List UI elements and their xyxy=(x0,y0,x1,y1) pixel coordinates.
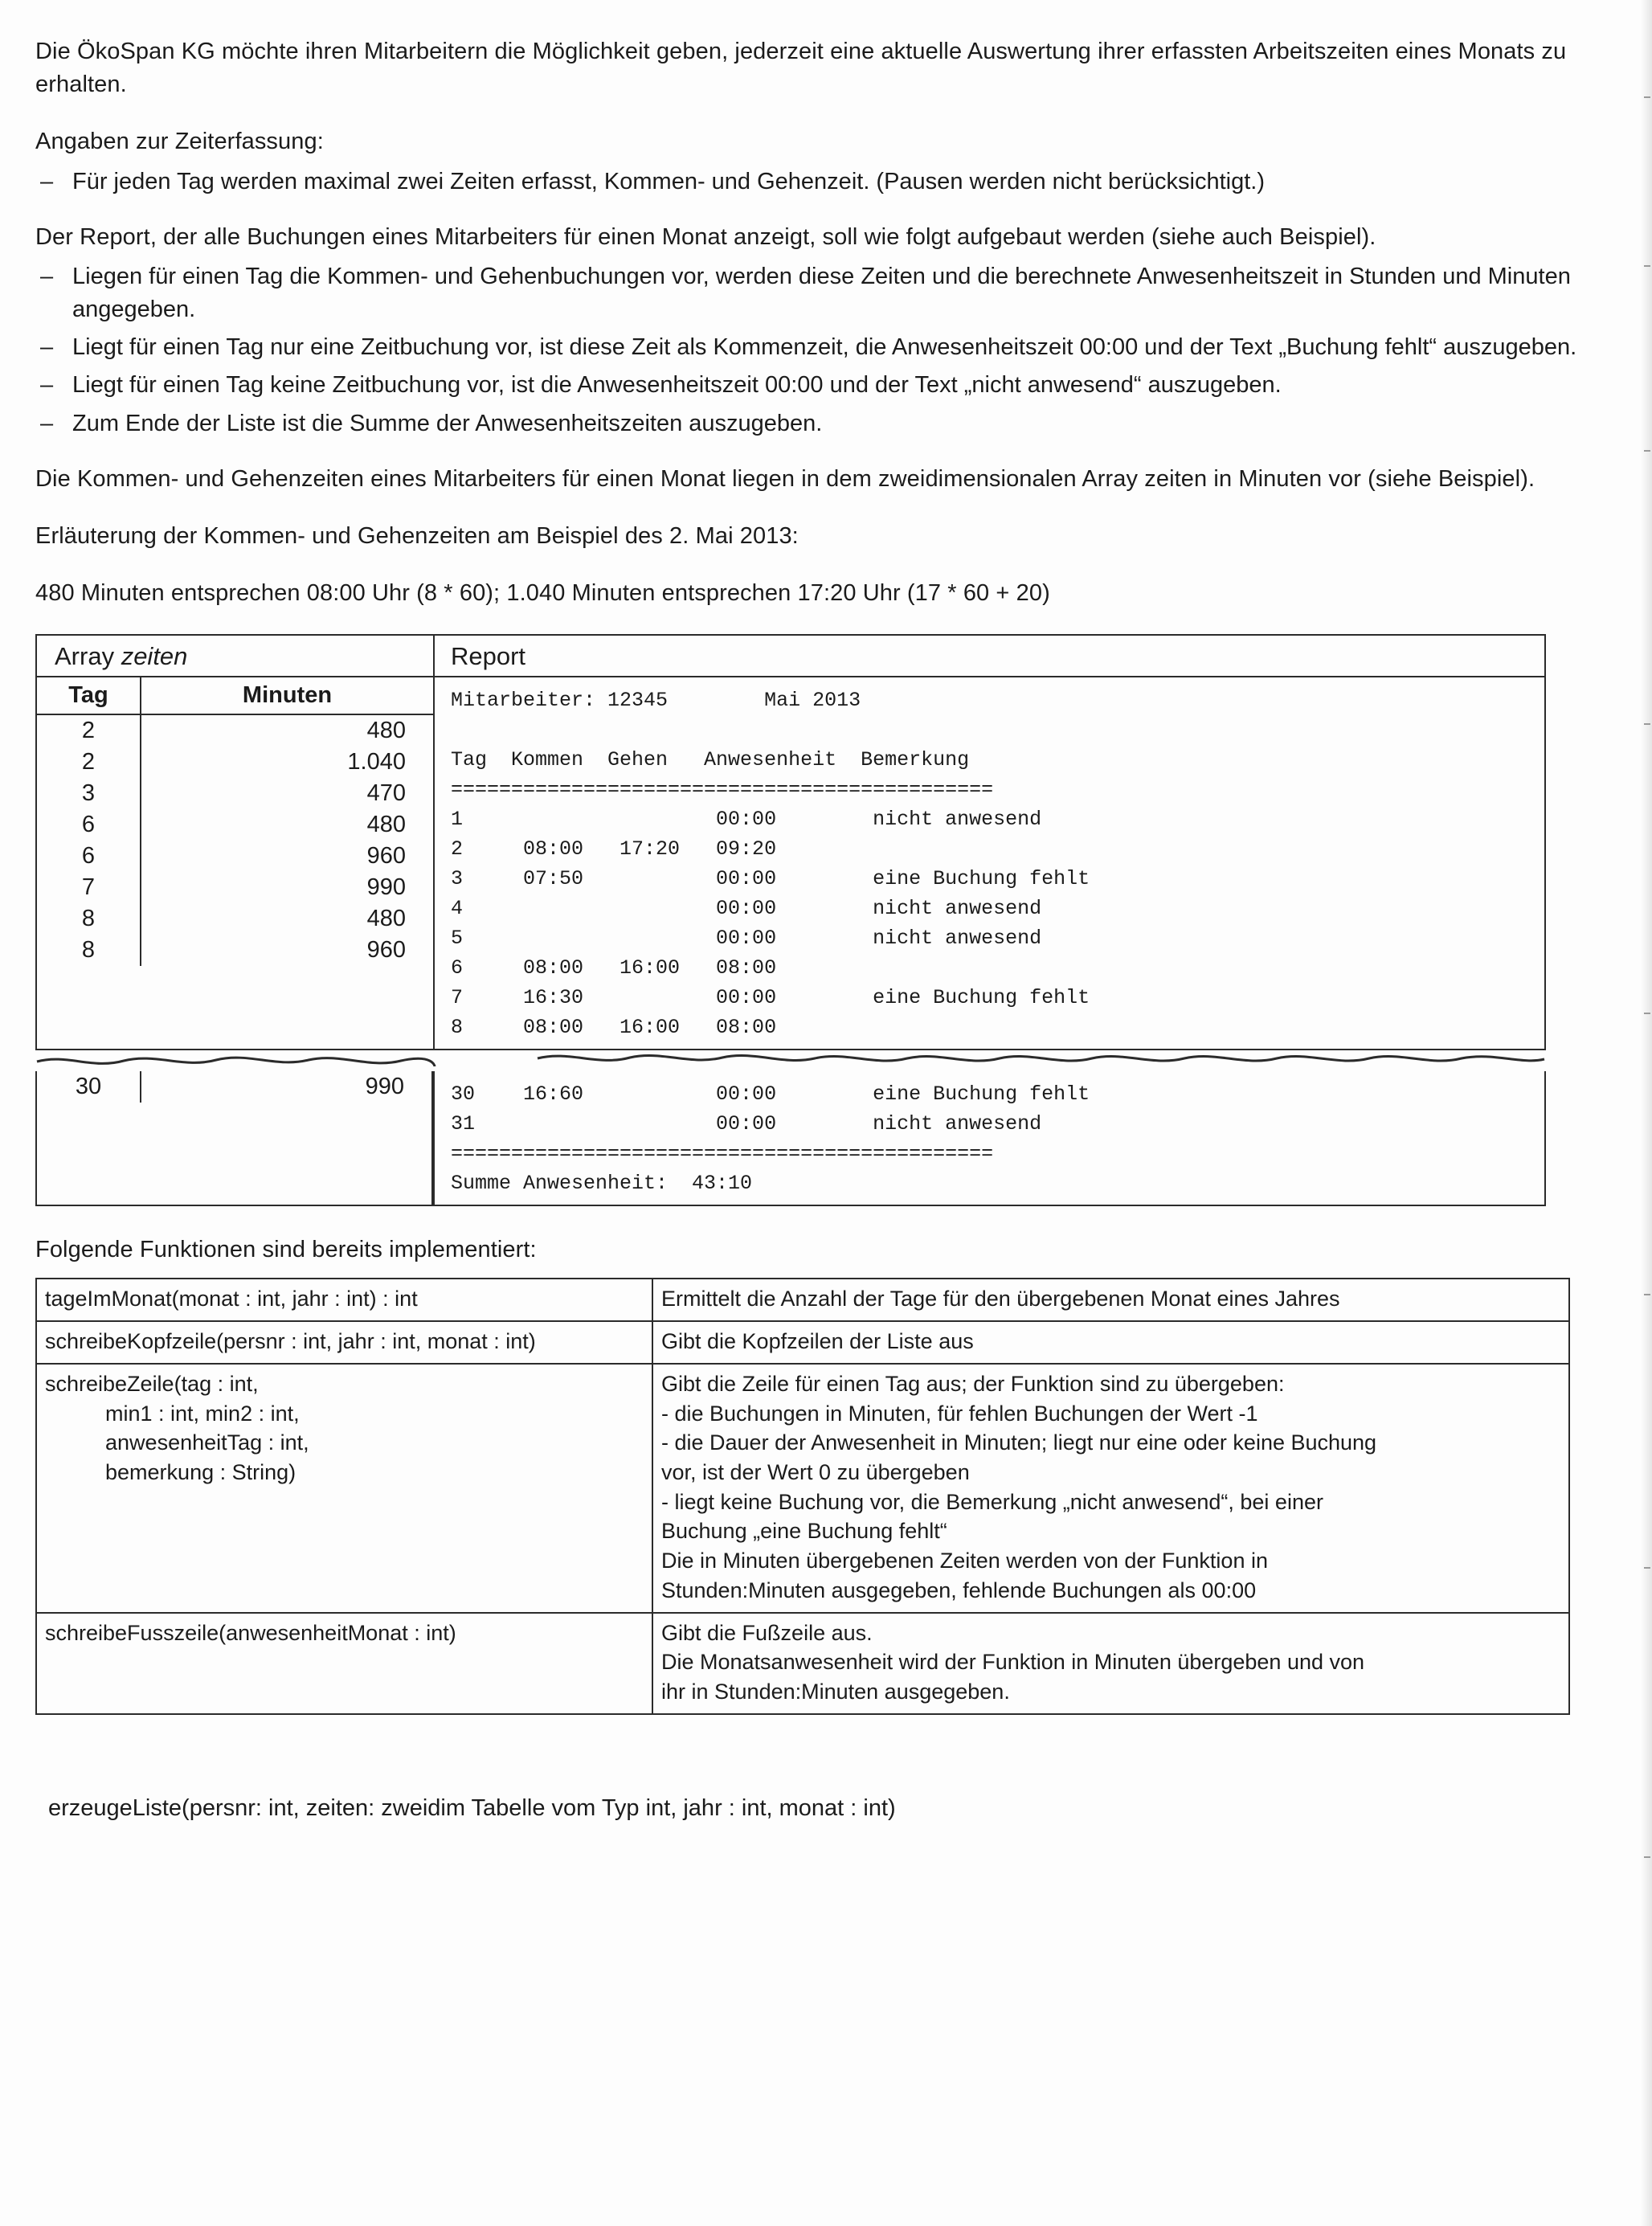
table-row xyxy=(36,1321,1569,1364)
zeiterfassung-heading: Angaben zur Zeiterfassung: xyxy=(35,129,324,155)
footer-signature: erzeugeListe(persnr: int, zeiten: zweidim Tabelle vom Typ int, jahr : int, monat : int) xyxy=(48,1794,896,1821)
cell-tag: 2 xyxy=(37,747,141,778)
report-separator-bottom: ============================================= xyxy=(451,1142,994,1166)
report-body-bottom xyxy=(435,1071,1544,1205)
cell-tag: 2 xyxy=(37,715,141,747)
dash-icon: – xyxy=(40,372,54,399)
report-separator: ============================================= xyxy=(451,778,994,802)
function-signature-cell xyxy=(36,1613,652,1714)
functions-table xyxy=(35,1278,1570,1714)
signature-line: min1 : int, min2 : int, xyxy=(45,1401,300,1426)
table-row xyxy=(37,809,433,841)
function-description-cell xyxy=(652,1364,1569,1613)
table-row xyxy=(37,872,433,903)
list-item xyxy=(35,166,1589,198)
report-body-top xyxy=(435,677,1544,1049)
cell-minuten: 990 xyxy=(366,874,406,901)
function-description-cell xyxy=(652,1613,1569,1714)
signature-line: schreibeZeile(tag : int, xyxy=(45,1371,259,1396)
bullet-text: Liegen für einen Tag die Kommen- und Gehenbuchungen vor, werden diese Zeiten und die berechnete Anwesenheitszeit in Stunden und Minuten angegeben. xyxy=(72,263,1571,323)
array-caption-italic: zeiten xyxy=(121,642,188,671)
description-line: Die in Minuten übergebenen Zeiten werden von der Funktion in xyxy=(661,1549,1268,1573)
cell-tag: 6 xyxy=(37,841,141,872)
cell-minuten: 1.040 xyxy=(347,749,406,775)
report-intro-paragraph: Der Report, der alle Buchungen eines Mitarbeiters für einen Monat anzeigt, soll wie folgt aufgebaut werden (siehe auch Beispiel). xyxy=(35,223,1376,250)
report-row: 6 08:00 16:00 08:00 xyxy=(451,956,777,980)
report-row: 31 00:00 nicht anwesend xyxy=(451,1112,1042,1136)
report-blank-line xyxy=(451,715,1544,745)
description-line: - die Dauer der Anwesenheit in Minuten; liegt nur eine oder keine Buchung xyxy=(661,1430,1377,1455)
description-line: - liegt keine Buchung vor, die Bemerkung „nicht anwesend“, bei einer xyxy=(661,1489,1323,1514)
cell-tag: 6 xyxy=(37,809,141,841)
dash-icon: – xyxy=(40,168,54,194)
example-bottom-section xyxy=(35,1071,1546,1206)
cell-minuten: 960 xyxy=(366,937,406,964)
erlaeuterung-heading: Erläuterung der Kommen- und Gehenzeiten am Beispiel des 2. Mai 2013: xyxy=(35,522,799,549)
report-row: 3 07:50 00:00 eine Buchung fehlt xyxy=(451,867,1090,891)
table-row xyxy=(37,1071,431,1103)
signature-line: tageImMonat(monat : int, jahr : int) : int xyxy=(45,1287,418,1311)
description-line: Stunden:Minuten ausgegeben, fehlende Buchungen als 00:00 xyxy=(661,1577,1257,1602)
example-top-section xyxy=(35,634,1546,1050)
dash-icon: – xyxy=(40,410,54,436)
table-row xyxy=(37,715,433,747)
table-row xyxy=(36,1613,1569,1714)
cell-tag: 30 xyxy=(37,1071,141,1103)
example-block xyxy=(35,634,1589,1206)
array-caption-prefix: Array xyxy=(55,642,121,671)
cell-tag: 8 xyxy=(37,935,141,966)
column-header-minuten: Minuten xyxy=(242,682,333,709)
report-bullet-list xyxy=(35,260,1589,440)
list-item xyxy=(35,260,1589,326)
cell-tag: 3 xyxy=(37,778,141,809)
function-description-cell xyxy=(652,1321,1569,1364)
scan-edge-artifact xyxy=(1641,0,1652,2226)
array-intro-paragraph: Die Kommen- und Gehenzeiten eines Mitarbeiters für einen Monat liegen in dem zweidimensionalen Array zeiten in Minuten vor (siehe Beispiel). xyxy=(35,465,1535,492)
signature-line: schreibeFusszeile(anwesenheitMonat : int) xyxy=(45,1620,456,1645)
cell-minuten: 990 xyxy=(365,1074,404,1100)
intro-paragraph: Die ÖkoSpan KG möchte ihren Mitarbeitern die Möglichkeit geben, jederzeit eine aktuelle Auswertung ihrer erfassten Arbeitszeiten eines Monats zu erhalten. xyxy=(35,39,1567,98)
table-row xyxy=(37,778,433,809)
list-item xyxy=(35,331,1589,364)
function-description-cell xyxy=(652,1279,1569,1321)
report-row: 30 16:60 00:00 eine Buchung fehlt xyxy=(451,1082,1090,1107)
zeiterfassung-bullet-list xyxy=(35,166,1589,198)
cell-minuten: 470 xyxy=(366,780,406,807)
cell-minuten: 960 xyxy=(366,843,406,870)
report-row: 5 00:00 nicht anwesend xyxy=(451,927,1042,951)
signature-line: schreibeKopfzeile(persnr : int, jahr : int, monat : int) xyxy=(45,1329,536,1354)
report-row: 4 00:00 nicht anwesend xyxy=(451,897,1042,921)
signature-line: bemerkung : String) xyxy=(45,1460,296,1484)
list-item xyxy=(35,407,1589,440)
function-signature-cell xyxy=(36,1279,652,1321)
table-row xyxy=(36,1279,1569,1321)
report-panel xyxy=(435,636,1544,1049)
report-row: 1 00:00 nicht anwesend xyxy=(451,808,1042,832)
dash-icon: – xyxy=(40,334,54,361)
description-line: Ermittelt die Anzahl der Tage für den übergebenen Monat eines Jahres xyxy=(661,1287,1340,1311)
description-line: - die Buchungen in Minuten, für fehlen Buchungen der Wert -1 xyxy=(661,1401,1258,1426)
signature-line: anwesenheitTag : int, xyxy=(45,1430,309,1455)
report-sum-line: Summe Anwesenheit: 43:10 xyxy=(451,1172,753,1196)
bullet-text: Zum Ende der Liste ist die Summe der Anwesenheitszeiten auszugeben. xyxy=(72,410,823,436)
report-panel-continued xyxy=(433,1071,1546,1206)
description-line: Gibt die Zeile für einen Tag aus; der Funktion sind zu übergeben: xyxy=(661,1371,1285,1396)
erlaeuterung-text: 480 Minuten entsprechen 08:00 Uhr (8 * 60); 1.040 Minuten entsprechen 17:20 Uhr (17 * 60 + 20) xyxy=(35,580,1050,607)
funktionen-heading: Folgende Funktionen sind bereits implementiert: xyxy=(35,1237,537,1263)
report-row: 8 08:00 16:00 08:00 xyxy=(451,1016,777,1040)
report-row: 2 08:00 17:20 09:20 xyxy=(451,837,777,861)
torn-edge-divider xyxy=(35,1050,1546,1071)
function-signature-cell xyxy=(36,1364,652,1613)
bullet-text: Liegt für einen Tag keine Zeitbuchung vor, ist die Anwesenheitszeit 00:00 und der Text „nicht anwesend“ auszugeben. xyxy=(72,372,1282,399)
report-header-line: Mitarbeiter: 12345 Mai 2013 xyxy=(451,689,861,713)
description-line: Buchung „eine Buchung fehlt“ xyxy=(661,1519,947,1544)
table-row xyxy=(37,747,433,778)
description-line: Die Monatsanwesenheit wird der Funktion in Minuten übergeben und von xyxy=(661,1650,1365,1675)
array-table xyxy=(37,636,435,1049)
table-row xyxy=(37,935,433,966)
column-header-tag: Tag xyxy=(37,677,141,714)
description-line: ihr in Stunden:Minuten ausgegeben. xyxy=(661,1680,1010,1704)
report-caption: Report xyxy=(435,636,1544,677)
report-column-line: Tag Kommen Gehen Anwesenheit Bemerkung xyxy=(451,748,970,772)
table-row xyxy=(36,1364,1569,1613)
cell-tag: 7 xyxy=(37,872,141,903)
function-signature-cell xyxy=(36,1321,652,1364)
description-line: vor, ist der Wert 0 zu übergeben xyxy=(661,1460,970,1484)
array-table-caption xyxy=(37,636,433,677)
description-line: Gibt die Kopfzeilen der Liste aus xyxy=(661,1329,974,1354)
list-item xyxy=(35,369,1589,402)
bullet-text: Für jeden Tag werden maximal zwei Zeiten erfasst, Kommen- und Gehenzeit. (Pausen werden nicht berücksichtigt.) xyxy=(72,168,1265,194)
cell-minuten: 480 xyxy=(366,906,406,932)
cell-minuten: 480 xyxy=(366,718,406,744)
description-line: Gibt die Fußzeile aus. xyxy=(661,1620,873,1645)
table-row xyxy=(37,903,433,935)
cell-minuten: 480 xyxy=(366,812,406,838)
bullet-text: Liegt für einen Tag nur eine Zeitbuchung vor, ist diese Zeit als Kommenzeit, die Anwesenheitszeit 00:00 und der Text „Buchung fehlt“ auszugeben. xyxy=(72,334,1577,361)
array-table-header-row xyxy=(37,677,433,715)
array-table-continued xyxy=(35,1071,433,1206)
report-row: 7 16:30 00:00 eine Buchung fehlt xyxy=(451,986,1090,1010)
cell-tag: 8 xyxy=(37,903,141,935)
dash-icon: – xyxy=(40,263,54,289)
table-row xyxy=(37,841,433,872)
